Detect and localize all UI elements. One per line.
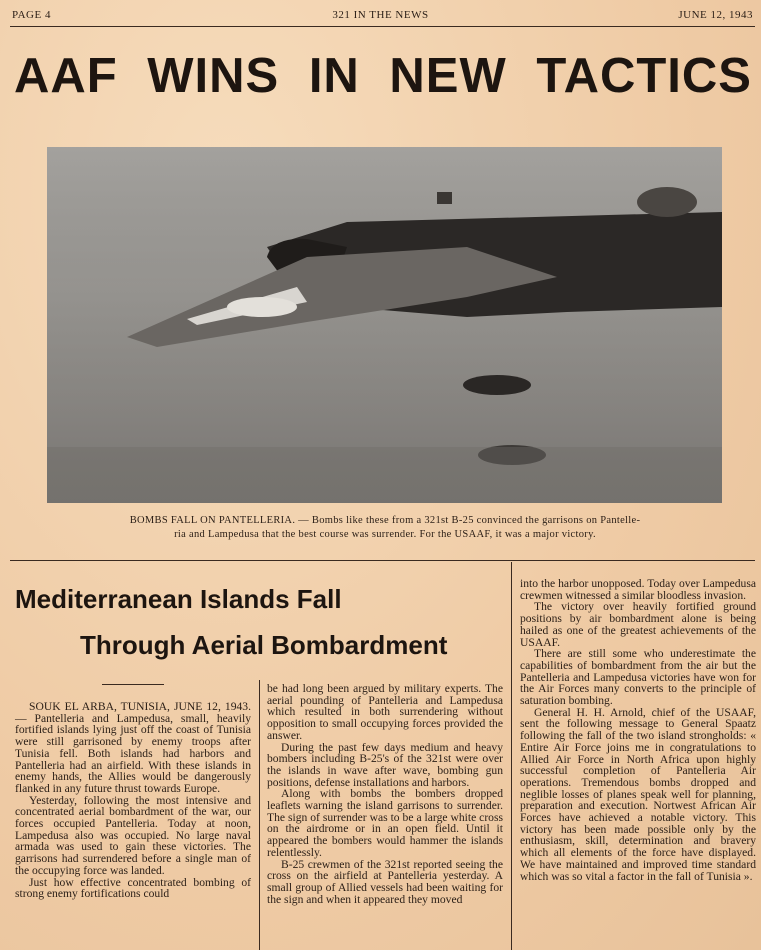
- main-headline: AAF WINS IN NEW TACTICS: [14, 49, 752, 103]
- page-number: PAGE 4: [12, 9, 51, 21]
- paragraph: be had long been argued by military experts. The aerial pounding of Pantelleria and Lampedusa which resulted in both surrendering without opposition to small occupying forces provided the answer.: [267, 682, 503, 742]
- section-rule: [10, 560, 755, 561]
- paragraph: B-25 crewmen of the 321st reported seeing the cross on the airfield at Pantelleria yesterday. A small group of Allied vessels had been waiting for the sign and when it appeared they moved: [267, 857, 503, 906]
- photo-caption: [50, 514, 720, 542]
- column-divider-2: [511, 562, 512, 950]
- column-divider-1: [259, 680, 260, 950]
- caption-line-2: ria and Lampedusa that the best course was surrender. For the USAAF, it was a major victory.: [174, 529, 596, 540]
- paragraph: Yesterday, following the most intensive and concentrated aerial bombardment of the war, our forces occupied Pantelleria. Today at noon, Lampedusa also was occupied. No large naval armada was used to gain these victories. The garrisons had surrendered before a single man of the occupying force was landed.: [15, 793, 251, 877]
- paragraph: Along with bombs the bombers dropped leaflets warning the island garrisons to surrender. The sign of surrender was to be a large white cross on the airdrome or in an open field. Until it appeared the bombers would hammer the islands relentlessly.: [267, 787, 503, 859]
- paragraph: SOUK EL ARBA, TUNISIA, JUNE 12, 1943. — Pantelleria and Lampedusa, small, heavily fortified islands lying just off the coast of Tunisia were still garrisoned by enemy troops after Tunisia fell. Both islands had harbors and Pantelleria had an airfield. With these islands in enemy hands, the Allies would be dangerously flanked in any future thrust towards Europe.: [15, 700, 251, 795]
- article-column-1: [15, 701, 251, 900]
- paragraph: into the harbor unopposed. Today over Lampedusa crewmen witnessed a similar bloodless invasion.: [520, 577, 756, 602]
- caption-line-1: BOMBS FALL ON PANTELLERIA. — Bombs like these from a 321st B-25 convinced the garrisons on Pantelle-: [129, 515, 641, 526]
- title-rule: [102, 684, 164, 685]
- bomber-photo: [47, 147, 722, 503]
- article-column-3: [520, 578, 756, 882]
- masthead-rule: [10, 26, 755, 27]
- article-title-line-2: Through Aerial Bombardment: [80, 630, 448, 660]
- paragraph: General H. H. Arnold, chief of the USAAF, sent the following message to General Spaatz following the fall of the two island strongholds: « Entire Air Force joins me in congratulations to Allied Air Force in North Africa upon highly successful completion of Pantelleria Air operations. Tremendous bombs dropped and neglible losses of planes speak well for planning, preparation and execution. Nortwest African Air Forces have achieved a notable victory. This victory has been made possible only by the enthusiasm, skill, determination and bravery which all elements of the force have displayed. We have maintained and improved time standard which was so vital a factor in the fall of Tunisia ».: [520, 705, 756, 883]
- article-column-2: [267, 683, 503, 905]
- paragraph: The victory over heavily fortified ground positions by air bombardment alone is being hailed as one of the greatest achievements of the USAAF.: [520, 600, 756, 649]
- issue-date: JUNE 12, 1943: [678, 9, 753, 21]
- paper-name: 321 IN THE NEWS: [332, 9, 429, 21]
- b25-bomber-image: [47, 147, 722, 503]
- paragraph: Just how effective concentrated bombing of strong enemy fortifications could: [15, 875, 251, 901]
- article-title-line-1: Mediterranean Islands Fall: [15, 584, 342, 614]
- paragraph: There are still some who underestimate the capabilities of bombardment from the air but the Pantelleria and Lampedusa victories have won for the Air Forces many converts to the principle of saturation bombing.: [520, 647, 756, 708]
- paragraph: During the past few days medium and heavy bombers including B-25's of the 321st were over the islands in wave after wave, bombing gun positions, defense installations and harbors.: [267, 740, 503, 789]
